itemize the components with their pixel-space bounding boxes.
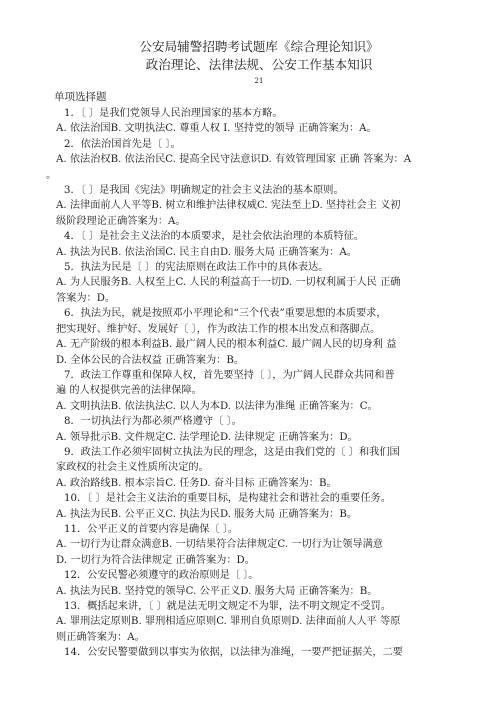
answer-line: A. 罪刑法定原则B. 罪刑相适应原则C. 罪刑自负原则D. 法律面前人人平 等原 [56,616,401,628]
answer-line: 把实现好、维护好、发展好〔 〕，作为政法工作的根本出发点和落脚点。 [56,323,381,335]
question-line: 4．〔 〕是社会主义法治的本质要求，是社会依法治理的本质特征。 [64,231,365,243]
answer-line: D. 全体公民的合法权益 正确答案为：B。 [56,354,245,366]
section-title: 单项选择题 [54,91,107,103]
answer-line: 答案为：D。 [56,292,116,304]
question-line: 13．概括起来讲，〔 〕就是法无明文规定不为罪，法不明文规定不受罚。 [64,601,391,612]
question-line: 14．公安民警要做到以事实为依据，以法律为准绳，一要严把证据关，二要 [64,647,403,659]
answer-line: A. 执法为民B. 坚持党的领导C. 公平正义D. 服务大局 正确答案为：B。 [56,585,378,597]
question-line: 5．执法为民是〔 〕的宪法原则在政法工作中的具体表达。 [64,262,329,274]
answer-line: A. 领导批示B. 文件规定C. 法学理论D. 法律规定 正确答案为：D。 [56,431,358,443]
question-line: 8．一切执法行为都必须严格遵守〔 〕。 [64,416,242,428]
question-line: 7．政法工作尊重和保障人权，首先要坚持〔 〕，为广阔人民群众共同和普 [64,369,395,381]
question-line: 2．依法治国首先是〔 〕。 [64,138,181,150]
question-line: 1．〔 〕是我们党领导人民治理国家的基本方略。 [64,108,283,119]
answer-line: A. 政治路线B. 根本宗旨C. 任务D. 奋斗目标 正确答案为：B。 [56,477,337,489]
answer-line: 家政权的社会主义性质所决定的。 [56,462,209,474]
answer-line: A. 执法为民B. 依法治国C. 民主自由D. 服务大局 正确答案为：A。 [56,246,357,258]
page-number: 21 [254,77,264,85]
question-line: 10．〔 〕是社会主义法治的重要目标，是构建社会和谐社会的重要任务。 [64,493,391,505]
question-line: 9．政法工作必须牢固树立执法为民的理念，这是由我们党的〔 〕和我们国 [64,446,400,458]
answer-line: 级阶段理论正确答案为：A。 [56,215,186,227]
question-line: 3．〔 〕是我国《宪法》明确规定的社会主义法治的基本原则。 [64,185,344,197]
question-list [46,106,472,661]
answer-line: D. 一切行为符合法律规定 正确答案为：D。 [56,554,255,566]
answer-line: 则正确答案为：A。 [56,631,145,643]
question-line: 6．执法为民，就是按照邓小平理论和“三个代表”重要思想的本质要求， [64,308,387,320]
answer-line: A. 一切行为让群众满意B. 一切结果符合法律规定C. 一切行为让领导满意 [56,539,383,551]
answer-line: A. 为人民服务B. 人权至上C. 人民的利益高于一切D. 一切权利属于人民 正确 [56,277,401,289]
answer-line: A. 依法治国B. 文明执法C. 尊重人权 I. 坚持党的领导 正确答案为：A。 [56,123,377,135]
document-title: 公安局辅警招聘考试题库《综合理论知识》 [139,39,379,54]
answer-line: A. 无产阶级的根本利益B. 最广阔人民的根本利益C. 最广阔人民的切身利 益 [56,339,397,351]
answer-line: A. 法律面前人人平等B. 树立和维护法律权威C. 宪法至上D. 坚持社会主 义初 [56,200,401,212]
answer-line: A. 依法治权B. 依法治民C. 提高全民守法意识D. 有效管理国家 正确 答案为：A [56,154,412,166]
question-line: 11．公平正义的首要内容是确保〔 〕。 [64,523,239,535]
answer-line: A. 文明执法B. 依法执法C. 以人为本D. 以法律为准绳 正确答案为：C。 [56,400,378,412]
question-line: 12．公安民警必须遵守的政治原则是〔 〕。 [64,570,259,582]
document-subtitle: 政治理论、法律法规、公安工作基本知识 [145,57,373,72]
answer-line: 遍 的人权提供完善的法律保障。 [56,385,202,397]
answer-line: A. 执法为民B. 公平正义C. 执法为民D. 服务大局 正确答案为：B。 [56,508,358,520]
answer-line: 。 [46,169,57,181]
